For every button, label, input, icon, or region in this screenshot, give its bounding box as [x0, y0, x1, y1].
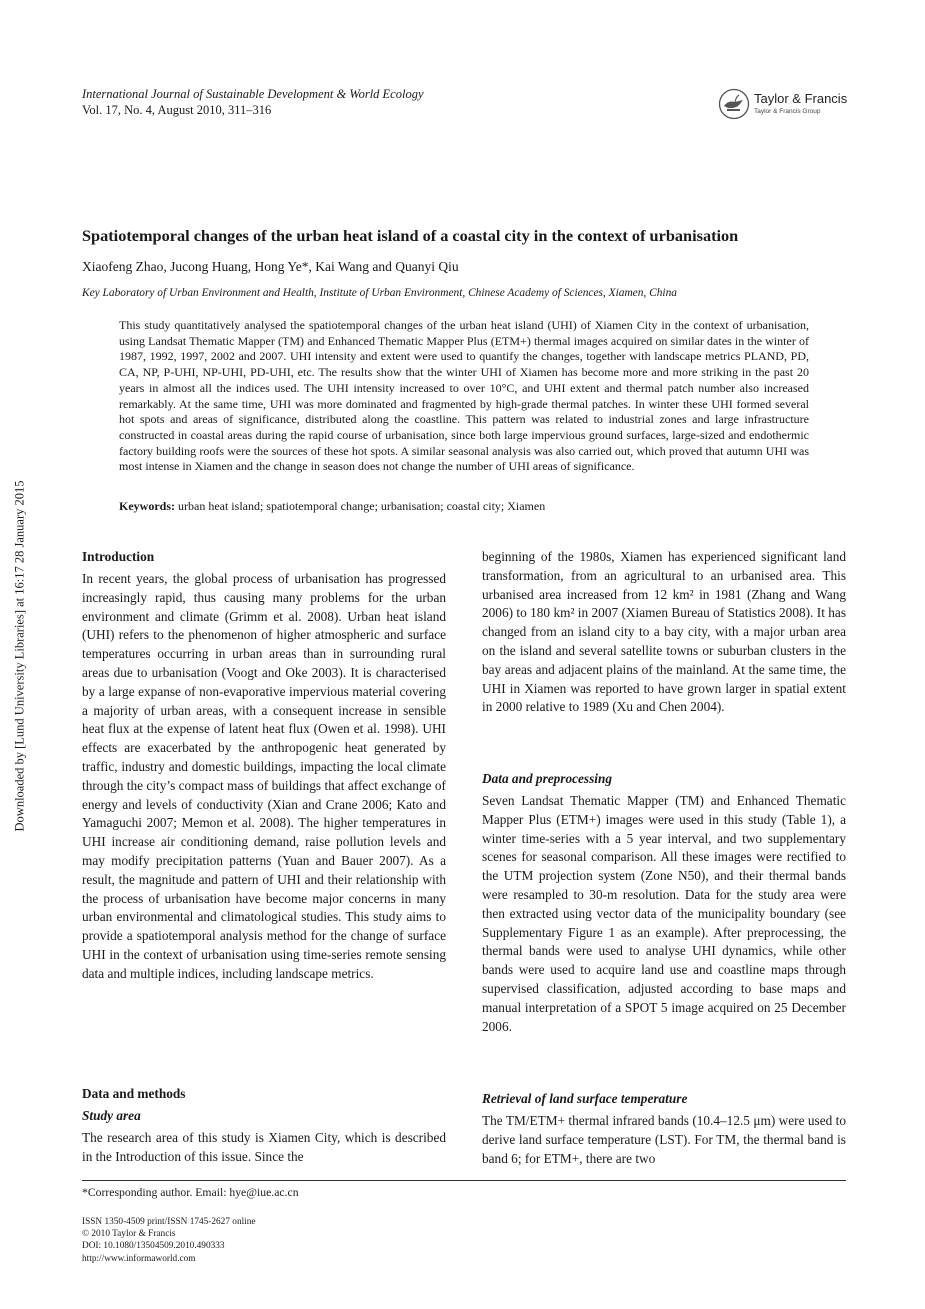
download-note: Downloaded by [Lund University Libraries] at 16:17 28 January 2015	[12, 480, 27, 832]
article-affiliation: Key Laboratory of Urban Environment and Health, Institute of Urban Environment, Chinese Academy of Sciences, Xiamen, China	[82, 287, 677, 299]
intro-text: In recent years, the global process of urbanisation has progressed increasingly rapid, thus causing many problems for the urban environment and climate (Grimm et al. 2008). Urban heat island (UHI) refers to the phenomenon of higher atmospheric and surface temperatures occurring in urban areas than in surrounding rural areas due to urbanisation (Voogt and Oke 2003). It is characterised by a large expanse of non-evaporative impervious material covering a majority of urban areas, with a consequent increase in sensible heat flux at the expense of latent heat flux (Owen et al. 1998). UHI effects are exacerbated by the anthropogenic heat generated by traffic, industry and domestic buildings, impacting the local climate through the city’s compact mass of buildings that affect exchange of energy and levels of conductivity (Xian and Crane 2006; Kato and Yamaguchi 2007; Memon et al. 2008). The higher temperatures in UHI increase air conditioning demand, raise pollution levels and may modify precipitation patterns (Yuan and Bauer 2007). As a result, the magnitude and pattern of UHI and their relationship with the process of urbanisation have become major concerns in many urban environmental and climatological studies. This study aims to provide a spatiotemporal analysis method for the change of surface UHI in the context of urbanisation using time-series remote sensing data and multiple indices, including landscape metrics.	[82, 571, 446, 981]
intro-heading: Introduction	[82, 549, 155, 564]
journal-header	[82, 86, 424, 118]
lst-text: The TM/ETM+ thermal infrared bands (10.4–12.5 μm) were used to derive land surface temperature (LST). For TM, the thermal band is band 6; for ETM+, there are two	[482, 1113, 846, 1166]
doi: DOI: 10.1080/13504509.2010.490333	[82, 1241, 225, 1252]
page-footer	[82, 1216, 256, 1265]
data-heading: Data and preprocessing	[482, 771, 613, 786]
right-column	[482, 548, 846, 717]
copyright: © 2010 Taylor & Francis	[82, 1229, 176, 1240]
lst-heading: Retrieval of land surface temperature	[482, 1091, 688, 1106]
keywords-list: urban heat island; spatiotemporal change; urbanisation; coastal city; Xiamen	[178, 499, 546, 513]
right-column-lst	[482, 1090, 846, 1168]
article-title: Spatiotemporal changes of the urban heat island of a coastal city in the context of urbanisation	[82, 226, 739, 245]
left-column-methods	[82, 1085, 446, 1167]
volume-info: Vol. 17, No. 4, August 2010, 311–316	[82, 103, 272, 117]
lamp-logo-icon	[718, 88, 750, 120]
data-text: Seven Landsat Thematic Mapper (TM) and Enhanced Thematic Mapper Plus (ETM+) images were used in this study (Table 1), a winter time-series with a 5 year interval, and two supplementary scenes for seasonal comparison. All these images were rectified to the UTM projection system (Zone N50), and their thermal bands were resampled to 30-m resolution. Data for the study area were then extracted using vector data of the municipality boundary (see Supplementary Figure 1 as an example). After preprocessing, the thermal bands were used to analyse UHI dynamics, while other bands were used to acquire land use and coastline maps through supervised classification, adjusted according to base maps and manual interpretation of a SPOT 5 image acquired on 25 December 2006.	[482, 793, 846, 1034]
footnote-divider	[82, 1180, 846, 1181]
keywords	[119, 499, 809, 514]
article-authors: Xiaofeng Zhao, Jucong Huang, Hong Ye*, Kai Wang and Quanyi Qiu	[82, 259, 459, 274]
right-column-data	[482, 770, 846, 1036]
study-area-text: The research area of this study is Xiamen City, which is described in the Introduction of this issue. Since the	[82, 1130, 446, 1164]
continued-text: beginning of the 1980s, Xiamen has experienced significant land transformation, from an agricultural to an urbanised area. This urbanised area increased from 12 km² in 1981 (Zhang and Wang 2006) to 180 km² in 2007 (Xiamen Bureau of Statistics 2008). It has changed from an island city to a bay city, with a major urban area on the island and several satellite towns or suburban clusters in the bay areas and adjacent plains of the mainland. At the same time, the UHI in Xiamen was reported to have grown larger in spatial extent in 2000 relative to 1989 (Xu and Chen 2004).	[482, 549, 846, 715]
publisher-url[interactable]: http://www.informaworld.com	[82, 1253, 196, 1264]
abstract: This study quantitatively analysed the spatiotemporal changes of the urban heat island (UHI) of Xiamen City in the context of urbanisation, using Landsat Thematic Mapper (TM) and Enhanced Thematic Mapper Plus (ETM+) thermal images acquired on similar dates in the winter of 1987, 1992, 1997, 2002 and 2007. UHI intensity and extent were used to quantify the changes, together with landscape metrics PLAND, PD, CA, NP, P-UHI, NP-UHI, PD-UHI, etc. The results show that the winter UHI of Xiamen has become more and more striking in the past 20 years in almost all the indices used. The UHI intensity increased to over 10°C, and UHI extent and thermal patch number also increased remarkably. At the same time, UHI was more dominated and fragmented by high-grade thermal patches. In winter these UHI formed several hot spots and areas of significance, distributed along the coastline. This pattern was related to industrial zones and large infrastructure constructed in coastal areas during the rapid course of urbanisation, since both large impervious ground surfaces, large-sized and endothermic factory building roofs were the sources of these hot spots. A similar seasonal analysis was also carried out, which proved that autumn UHI was most intense in Xiamen and the change in season does not change the number of UHI areas of significance.	[119, 318, 809, 474]
publisher-brand: Taylor & Francis	[754, 91, 848, 106]
keywords-label: Keywords:	[119, 499, 175, 513]
issn: ISSN 1350-4509 print/ISSN 1745-2627 online	[82, 1217, 256, 1227]
publisher-logo	[718, 88, 848, 122]
left-column	[82, 548, 446, 984]
journal-name: International Journal of Sustainable Development & World Ecology	[82, 87, 424, 101]
publisher-group: Taylor & Francis Group	[754, 108, 821, 115]
corresponding-author-footnote: *Corresponding author. Email: hye@iue.ac.cn	[82, 1186, 299, 1199]
study-area-heading: Study area	[82, 1108, 141, 1123]
methods-heading: Data and methods	[82, 1086, 186, 1101]
download-sidebar	[10, 436, 30, 876]
